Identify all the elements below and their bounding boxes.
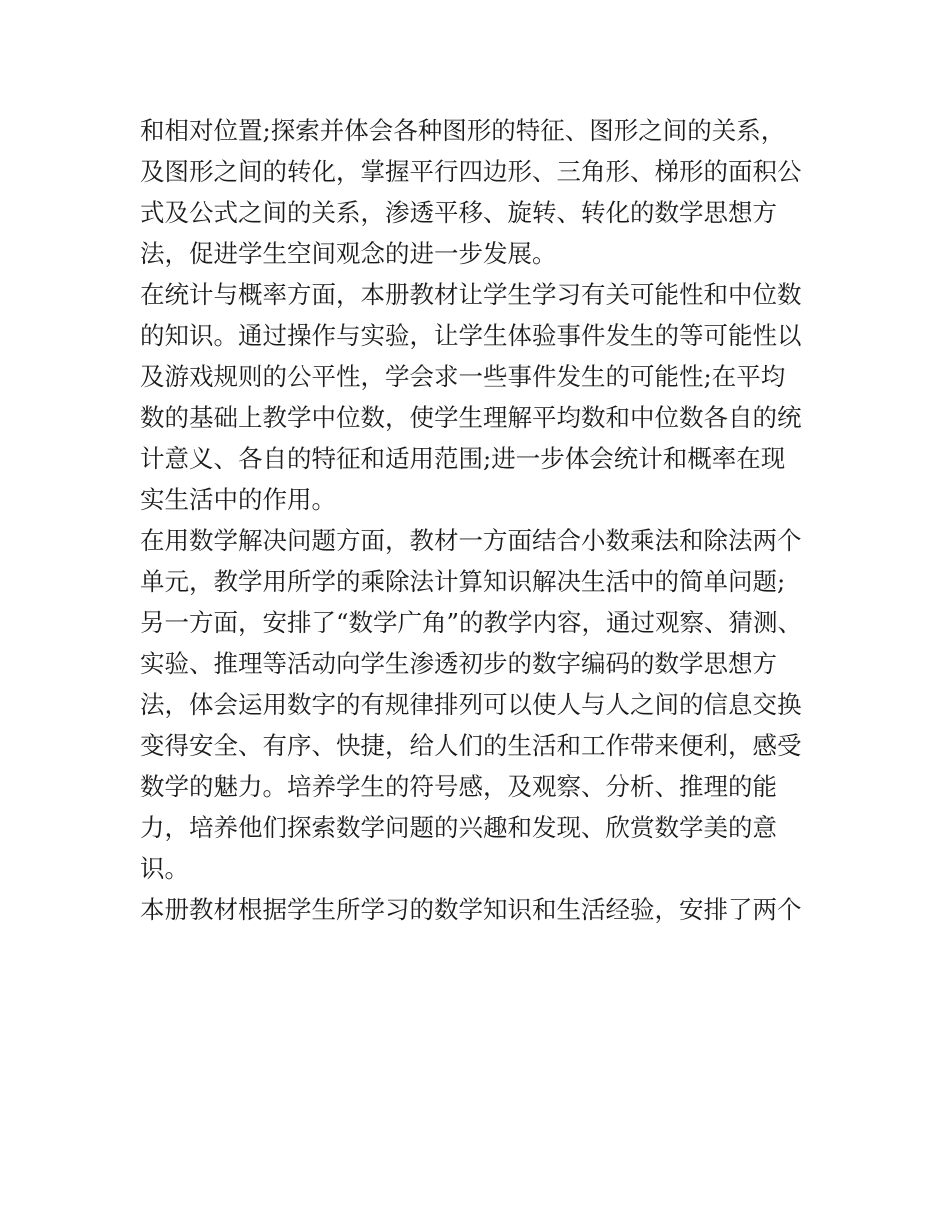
text-line: 另一方面，安排了“数学广角”的教学内容，通过观察、猜测、 <box>140 608 803 637</box>
text-line: 和相对位置;探索并体会各种图形的特征、图形之间的关系， <box>140 116 786 145</box>
text-line: 力，培养他们探索数学问题的兴趣和发现、欣赏数学美的意 <box>140 813 777 842</box>
text-line: 数学的魅力。培养学生的符号感，及观察、分析、推理的能 <box>140 772 777 801</box>
text-line: 式及公式之间的关系，渗透平移、旋转、转化的数学思想方 <box>140 198 777 227</box>
text-line: 法，体会运用数字的有规律排列可以使人与人之间的信息交换 <box>140 690 802 719</box>
text-line: 实验、推理等活动向学生渗透初步的数字编码的数学思想方 <box>140 649 777 678</box>
text-line: 变得安全、有序、快捷，给人们的生活和工作带来便利，感受 <box>140 731 802 760</box>
text-line: 本册教材根据学生所学习的数学知识和生活经验，安排了两个 <box>140 895 802 924</box>
text-line: 计意义、各自的特征和适用范围;进一步体会统计和概率在现 <box>140 444 786 473</box>
text-line: 识。 <box>140 854 189 883</box>
text-line: 及游戏规则的公平性，学会求一些事件发生的可能性;在平均 <box>140 362 786 391</box>
text-line: 的知识。通过操作与实验，让学生体验事件发生的等可能性以 <box>140 321 802 350</box>
text-line: 单元，教学用所学的乘除法计算知识解决生活中的简单问题; <box>140 567 786 596</box>
text-line: 在用数学解决问题方面，教材一方面结合小数乘法和除法两个 <box>140 526 802 555</box>
text-line: 数的基础上教学中位数，使学生理解平均数和中位数各自的统 <box>140 403 802 432</box>
text-line: 在统计与概率方面，本册教材让学生学习有关可能性和中位数 <box>140 280 802 309</box>
text-line: 实生活中的作用。 <box>140 485 336 514</box>
text-line: 及图形之间的转化，掌握平行四边形、三角形、梯形的面积公 <box>140 157 802 186</box>
text-line: 法，促进学生空间观念的进一步发展。 <box>140 239 557 268</box>
document-body <box>140 110 830 930</box>
